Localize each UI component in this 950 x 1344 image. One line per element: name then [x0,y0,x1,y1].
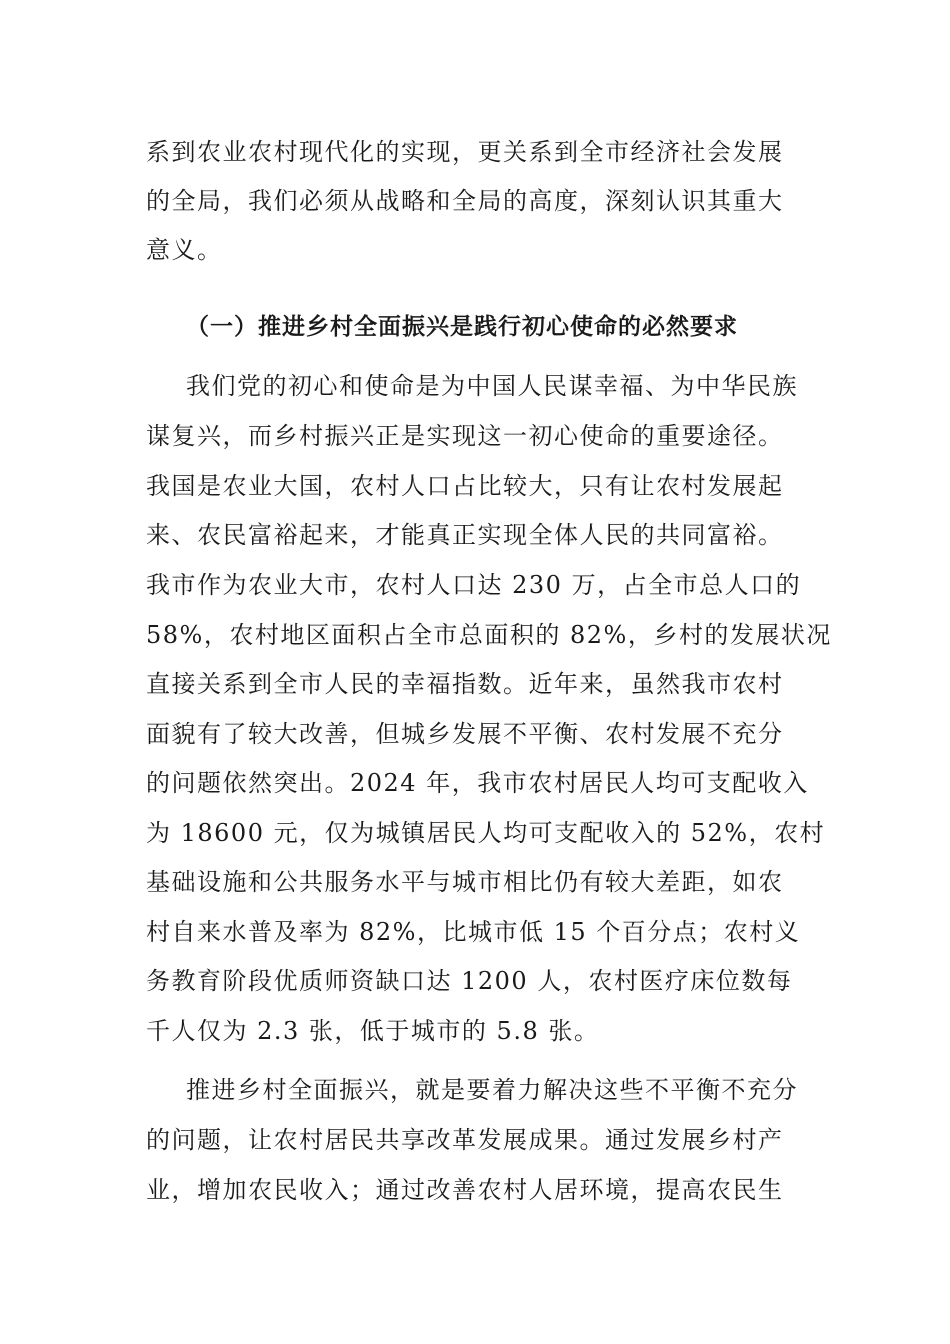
paragraph-line: 58%，农村地区面积占全市总面积的 82%，乡村的发展状况 [146,621,832,649]
paragraph-line: 面貌有了较大改善，但城乡发展不平衡、农村发展不充分 [146,720,784,748]
paragraph-line: 为 18600 元，仅为城镇居民人均可支配收入的 52%，农村 [146,819,826,847]
paragraph-line: 村自来水普及率为 82%，比城市低 15 个百分点；农村义 [146,918,801,946]
paragraph-line: 来、农民富裕起来，才能真正实现全体人民的共同富裕。 [146,521,784,549]
paragraph-line: 的全局，我们必须从战略和全局的高度，深刻认识其重大 [146,187,784,215]
paragraph-line: 意义。 [146,236,223,264]
paragraph-line: 推进乡村全面振兴，就是要着力解决这些不平衡不充分 [186,1076,798,1104]
paragraph-line: 我们党的初心和使命是为中国人民谋幸福、为中华民族 [186,372,798,400]
paragraph-line: 谋复兴，而乡村振兴正是实现这一初心使命的重要途径。 [146,422,784,450]
paragraph-line: 我市作为农业大市，农村人口达 230 万，占全市总人口的 [146,571,802,599]
paragraph-line: 系到农业农村现代化的实现，更关系到全市经济社会发展 [146,138,784,166]
paragraph-line: 基础设施和公共服务水平与城市相比仍有较大差距，如农 [146,868,784,896]
paragraph-line: 的问题，让农村居民共享改革发展成果。通过发展乡村产 [146,1126,784,1154]
section-heading: （一）推进乡村全面振兴是践行初心使命的必然要求 [186,314,738,340]
paragraph-line: 我国是农业大国，农村人口占比较大，只有让农村发展起 [146,472,784,500]
paragraph-line: 直接关系到全市人民的幸福指数。近年来，虽然我市农村 [146,670,784,698]
paragraph-line: 千人仅为 2.3 张，低于城市的 5.8 张。 [146,1017,600,1045]
paragraph-line: 的问题依然突出。2024 年，我市农村居民人均可支配收入 [146,769,809,797]
paragraph-line: 业，增加农民收入；通过改善农村人居环境，提高农民生 [146,1176,784,1204]
paragraph-line: 务教育阶段优质师资缺口达 1200 人，农村医疗床位数每 [146,967,793,995]
